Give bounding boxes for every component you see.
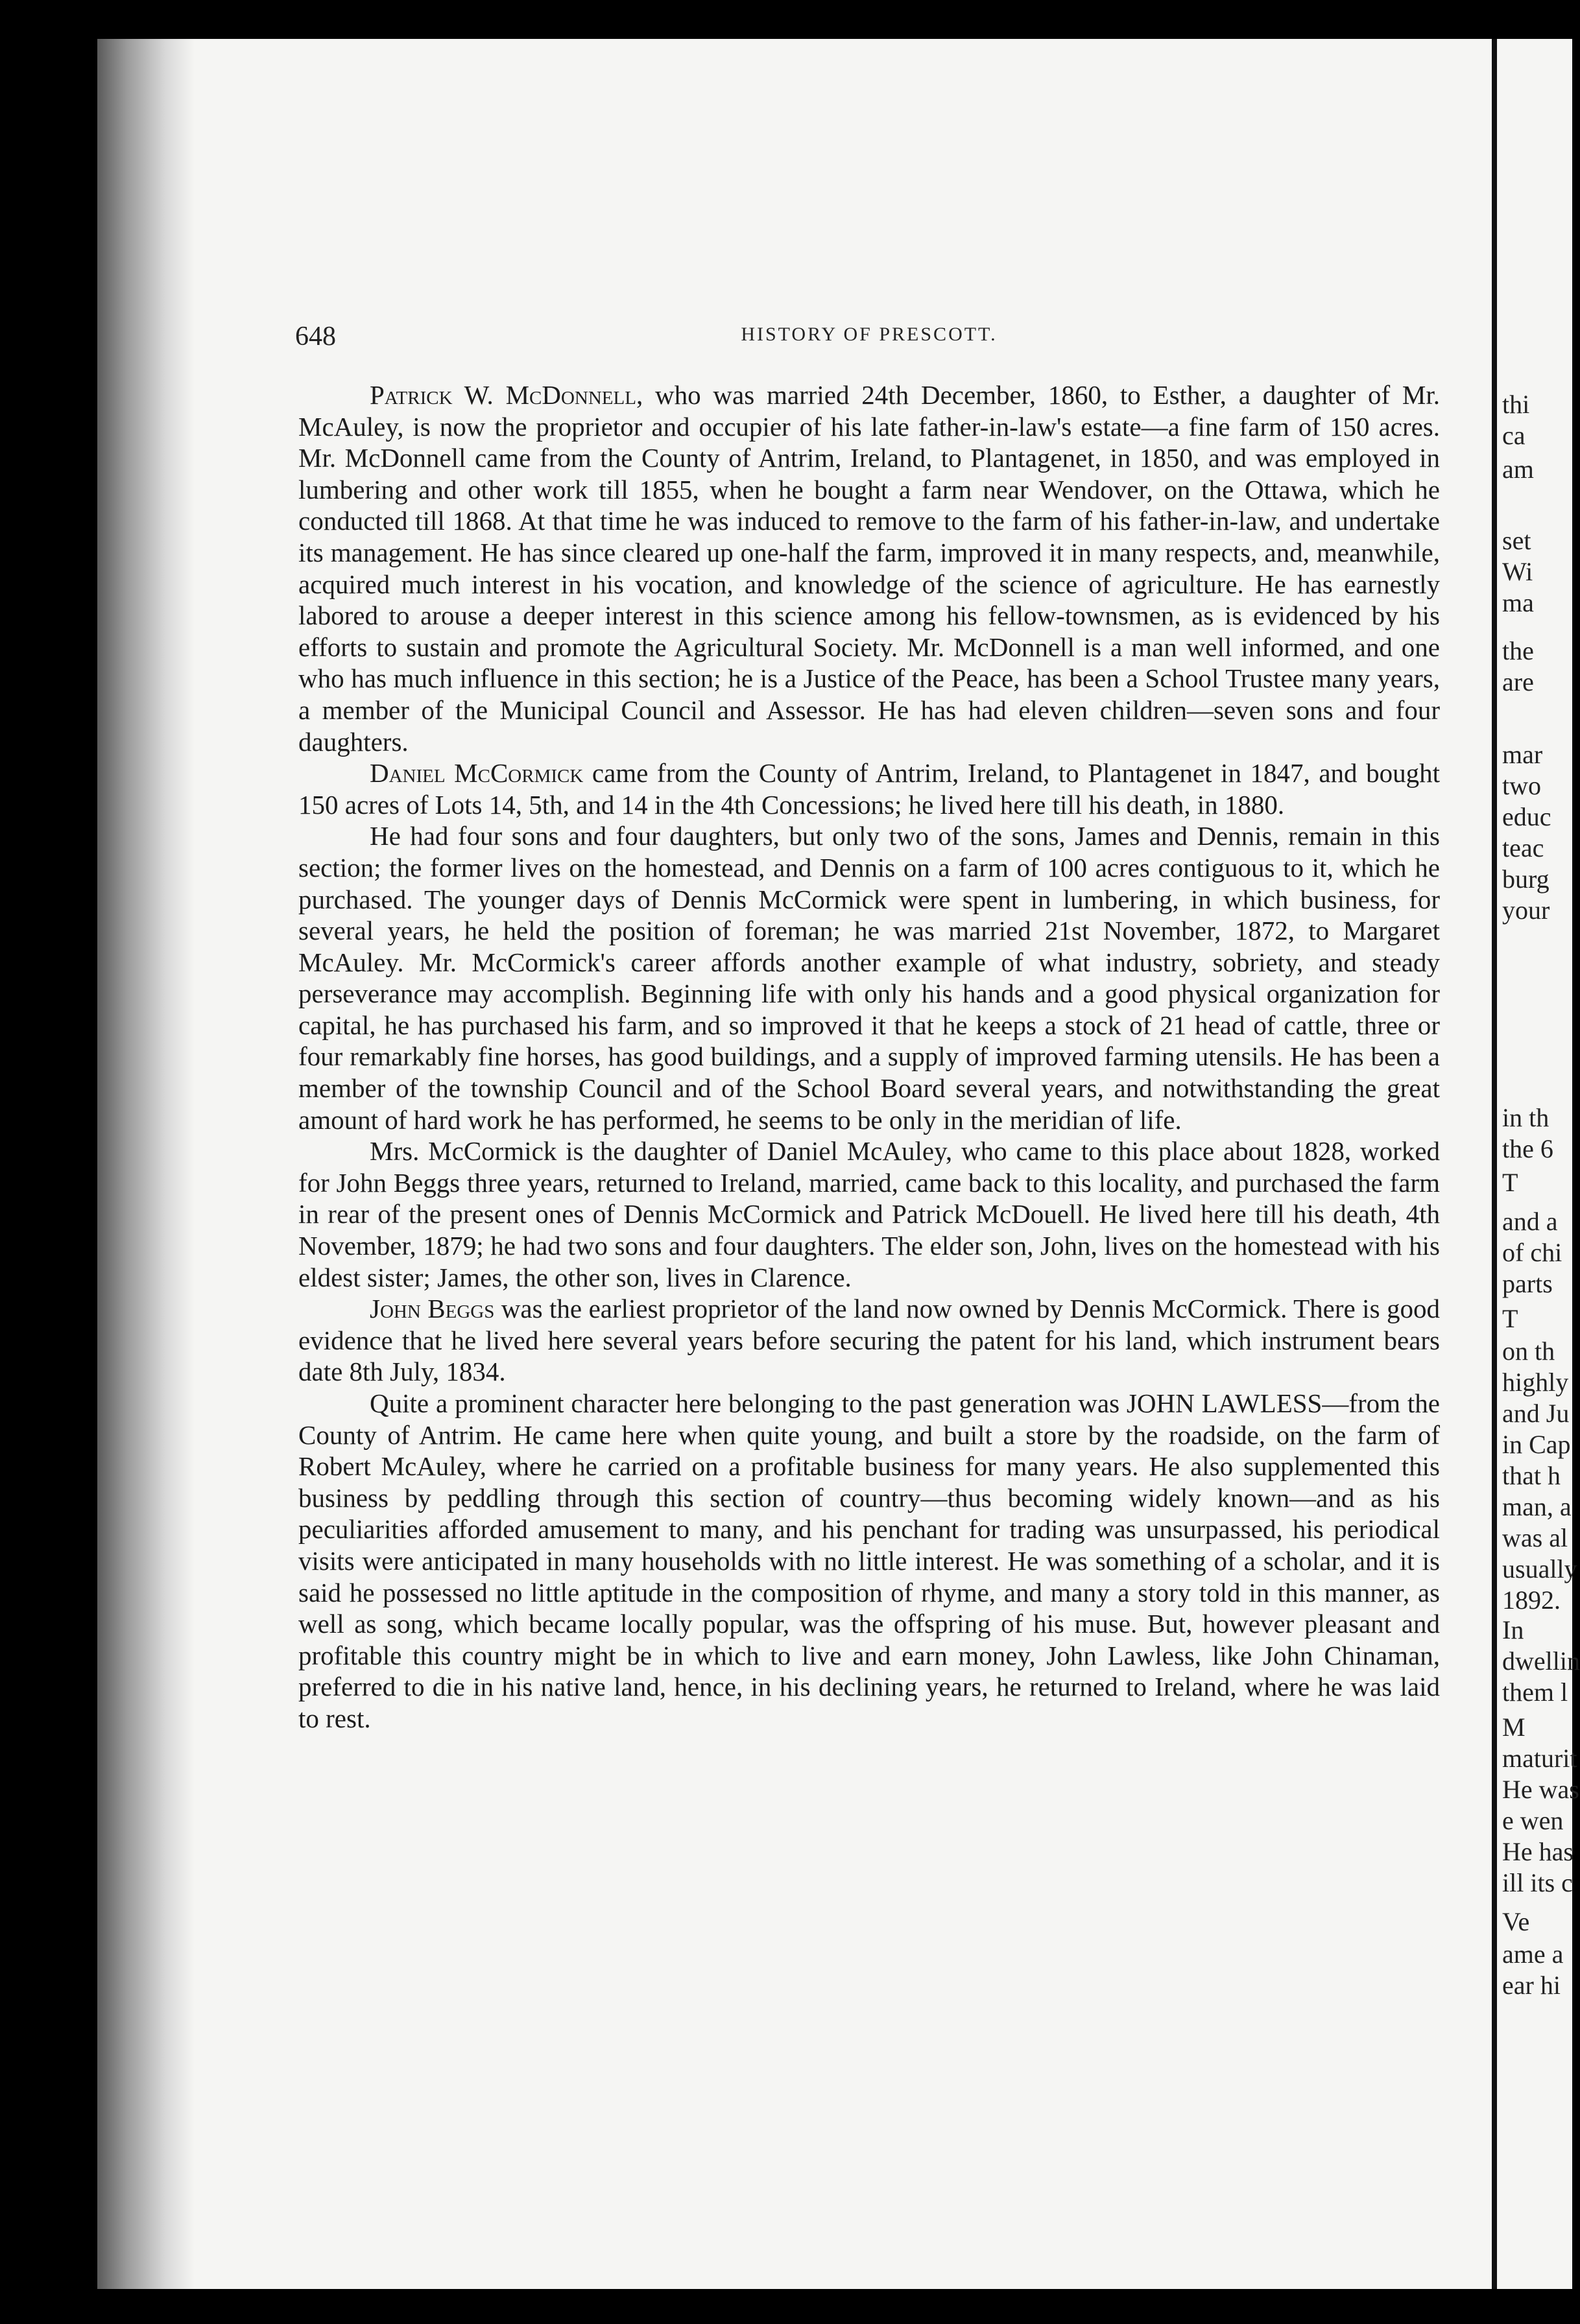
facing-page-line: was al [1502, 1523, 1568, 1552]
paragraph-body: Quite a prominent character here belonging to the past generation was JOHN LAWLESS—from the County of Antrim. He came here when quite young, and built a store by the roadside, on the farm of Robert McAuley, where he carried on a profitable business for many years. He also supplemented this business by peddling through this section of country—thus becoming widely known—and as his peculiarities afforded amusement to many, and his penchant for trading was unsurpassed, his periodical visits were anticipated in many households with no little interest. He was something of a scholar, and it is said he possessed no little aptitude in the composition of rhyme, and many a story told in this manner, as well as song, which became locally popular, was the offspring of his muse. But, however pleasant and profitable this country might be in which to live and earn money, John Lawless, like John Chinaman, preferred to die in his native land, hence, in his declining years, he returned to Ireland, where he was laid to rest. [298, 1388, 1440, 1733]
facing-page-line: highly [1502, 1368, 1569, 1397]
paragraph-mrs-mccormick [298, 1135, 1440, 1293]
facing-page-line: ear hi [1502, 1971, 1561, 2000]
facing-page-line: burg [1502, 864, 1550, 894]
paragraph-four-sons [298, 820, 1440, 1135]
facing-page-line: ca [1502, 421, 1526, 450]
facing-page-line: parts [1502, 1269, 1553, 1298]
paragraph-body: He had four sons and four daughters, but only two of the sons, James and Dennis, remain in this section; the former lives on the homestead, and Dennis on a farm of 100 acres contiguous to it, which he purchased. The younger days of Dennis McCormick were spent in lumbering, in which business, for several years, he held the position of foreman; he was married 21st November, 1872, to Margaret McAuley. Mr. McCormick's career affords another example of what industry, sobriety, and steady perseverance may accomplish. Beginning life with only his hands and a good physical organization for capital, he has purchased his farm, and so improved it that he keeps a stock of 21 head of cattle, three or four remarkably fine horses, has good buildings, and a supply of improved farming utensils. He has been a member of the township Council and of the School Board several years, and notwithstanding the great amount of hard work he has performed, he seems to be only in the meridian of life. [298, 821, 1440, 1135]
facing-page-line: mar [1502, 740, 1543, 769]
facing-page-line: teac [1502, 833, 1544, 862]
facing-page-line: e wen [1502, 1806, 1564, 1835]
facing-page-line: in th [1502, 1103, 1550, 1132]
paragraph-daniel-mccormick [298, 757, 1440, 820]
paragraph-body: was the earliest proprietor of the land now owned by Dennis McCormick. There is good evidence that he lived here several years before securing the patent for his land, which instrument bears date 8th July, 1834. [298, 1294, 1440, 1387]
facing-page-line: ill its c [1502, 1868, 1573, 1897]
facing-page-fragment [1492, 39, 1580, 2289]
page-header [295, 321, 1443, 353]
paragraph-body: who was married 24th December, 1860, to Esther, a daughter of Mr. McAuley, is now the proprietor and occupier of his late father-in-law's estate—a fine farm of 150 acres. Mr. McDonnell came from the County of Antrim, Ireland, to Plantagenet, in 1850, and was employed in lumbering and other work till 1855, when he bought a farm near Wendover, on the Ottawa, which he conducted till 1868. At that time he was induced to remove to the farm of his father-in-law, and undertake its management. He has since cleared up one-half the farm, improved it in many respects, and, meanwhile, acquired much interest in his vocation, and knowledge of the science of agriculture. He has earnestly labored to arouse a deeper interest in this science among his fellow-townsmen, as is evidenced by his efforts to sustain and promote the Agricultural Society. Mr. McDonnell is a man well informed, and one who has much influence in this section; he is a Justice of the Peace, has been a School Trustee many years, a member of the Municipal Council and Assessor. He has had eleven children—seven sons and four daughters. [298, 380, 1441, 757]
page-edge-shadow [97, 39, 195, 2289]
facing-page-line: educ [1502, 802, 1551, 831]
facing-page-line: Wi [1502, 557, 1533, 586]
facing-page-line: that h [1502, 1461, 1561, 1490]
facing-page-line: ma [1502, 588, 1534, 617]
facing-page-line: are [1502, 667, 1534, 696]
facing-page-line: the [1502, 636, 1534, 665]
facing-page-line: maturit [1502, 1744, 1577, 1773]
facing-page-line: thi [1502, 390, 1530, 419]
facing-page-line: and Ju [1502, 1399, 1570, 1428]
facing-page-line: M [1502, 1713, 1526, 1742]
paragraph-body: Mrs. McCormick is the daughter of Daniel McAuley, who came to this place about 1828, worked for John Beggs three years, returned to Ireland, married, came back to this locality, and purchased the farm in rear of the present ones of Dennis McCormick and Patrick McDouell. He lived here till his death, 4th November, 1879; he had two sons and four daughters. The elder son, John, lives on the homestead with his eldest sister; James, the other son, lives in Clarence. [298, 1136, 1440, 1292]
facing-page-line: dwellin [1502, 1646, 1580, 1676]
facing-page-line: T [1502, 1304, 1518, 1333]
paragraph-john-lawless [298, 1388, 1440, 1735]
running-title: HISTORY OF PRESCOTT. [741, 324, 998, 345]
facing-page-line: of chi [1502, 1238, 1562, 1267]
facing-page-line: man, a [1502, 1492, 1572, 1521]
paragraph-lead: John Beggs [370, 1294, 495, 1324]
facing-page-line: Ve [1502, 1907, 1530, 1936]
facing-page-line: T [1502, 1168, 1518, 1197]
facing-page-line: 1892. [1502, 1585, 1561, 1615]
body-text [298, 379, 1440, 1735]
facing-page-line: He was [1502, 1775, 1579, 1804]
facing-page-line: in Cap [1502, 1430, 1571, 1459]
paragraph-john-beggs [298, 1293, 1440, 1388]
facing-page-line: and a [1502, 1207, 1558, 1236]
page-number: 648 [295, 322, 336, 351]
paragraph-lead: Daniel McCormick [370, 758, 584, 788]
facing-page-line: usually [1502, 1554, 1577, 1583]
facing-page-line: am [1502, 455, 1534, 484]
paragraph-lead: Patrick W. McDonnell, [370, 380, 643, 410]
facing-page-line: set [1502, 526, 1531, 555]
facing-page-line: them l [1502, 1678, 1568, 1707]
facing-page-line: on th [1502, 1336, 1555, 1366]
facing-page-line: your [1502, 895, 1550, 925]
paragraph-mcdonnell [298, 379, 1440, 757]
facing-page-line: ame a [1502, 1939, 1564, 1969]
facing-page-line: two [1502, 771, 1541, 800]
facing-page-line: In [1502, 1615, 1524, 1644]
facing-page-line: the 6 [1502, 1134, 1553, 1163]
paragraph-body: came from the County of Antrim, Ireland, to Plantagenet in 1847, and bought 150 acres of Lots 14, 5th, and 14 in the 4th Concessions; he lived here till his death, in 1880. [298, 758, 1440, 820]
facing-page-line: He has [1502, 1837, 1574, 1866]
